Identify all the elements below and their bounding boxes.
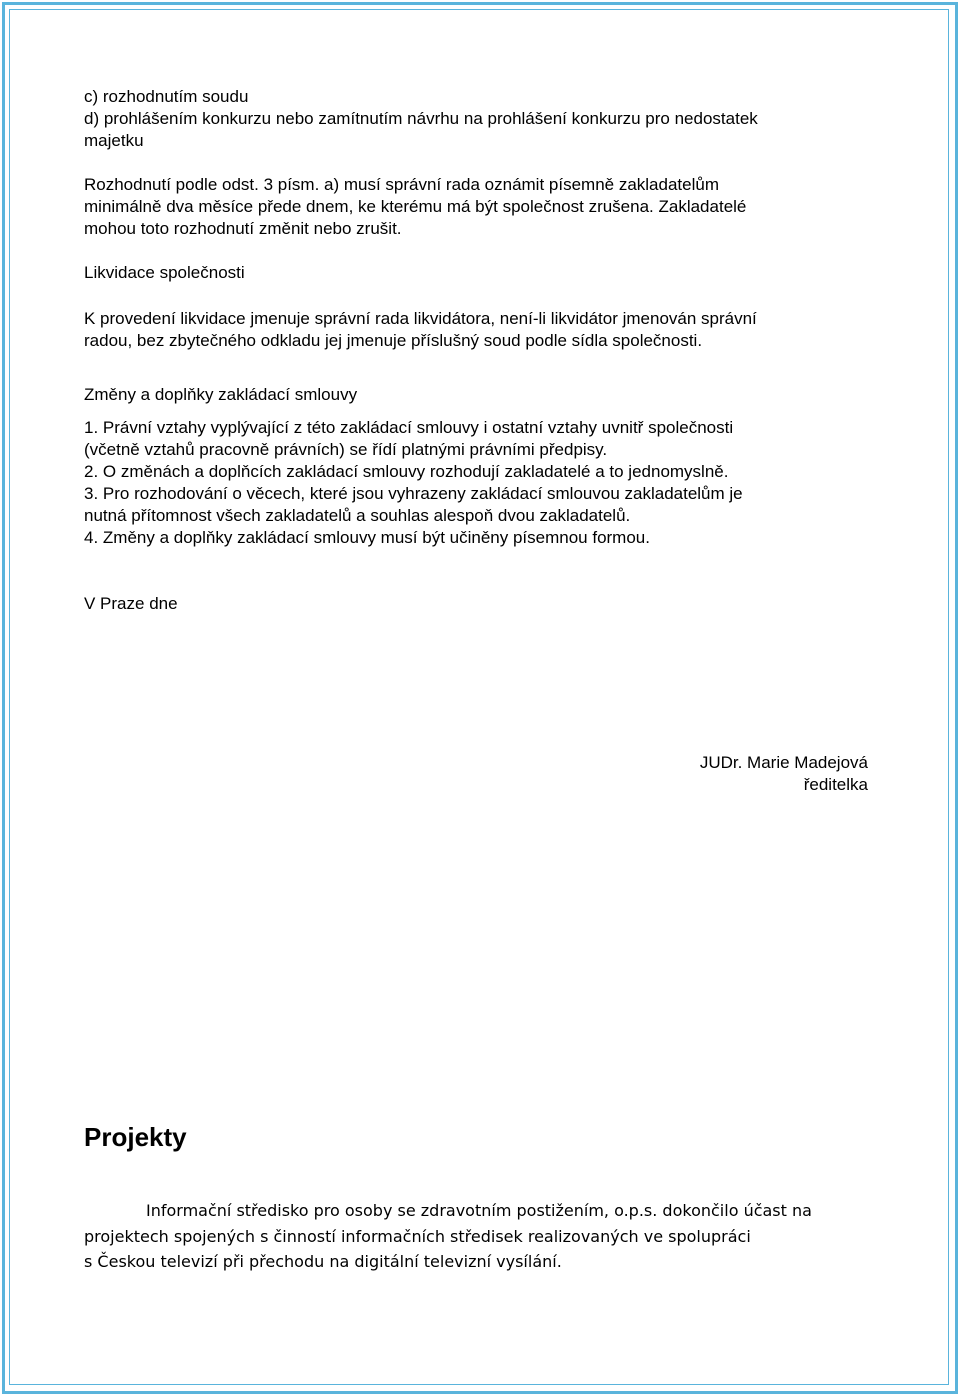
paragraph-line: radou, bez zbytečného odkladu jej jmenuje příslušný soud podle sídla společnosti.: [84, 331, 703, 350]
termination-list: [84, 86, 874, 152]
liquidation-heading: Likvidace společnosti: [84, 263, 245, 282]
paragraph-line: minimálně dva měsíce přede dnem, ke kterému má být společnost zrušena. Zakladatelé: [84, 197, 747, 216]
signatory-name: JUDr. Marie Madejová: [699, 753, 868, 772]
list-item: c) rozhodnutím soudu: [84, 87, 249, 106]
list-item: majetku: [84, 131, 144, 150]
paragraph-line: Informační středisko pro osoby se zdravotním postižením, o.p.s. dokončilo účast na: [146, 1201, 812, 1220]
dissolution-paragraph: [84, 174, 874, 240]
place-date: V Praze dne: [84, 594, 178, 613]
list-item: 3. Pro rozhodování o věcech, které jsou vyhrazeny zakládací smlouvou zakladatelům je: [84, 484, 743, 503]
list-item: d) prohlášením konkurzu nebo zamítnutím návrhu na prohlášení konkurzu pro nedostatek: [84, 109, 758, 128]
signature-block: [700, 752, 868, 796]
list-item: 4. Změny a doplňky zakládací smlouvy musí být učiněny písemnou formou.: [84, 528, 650, 547]
paragraph-line: s Českou televizí při přechodu na digitální televizní vysílání.: [84, 1252, 562, 1271]
signatory-title: ředitelka: [803, 775, 868, 794]
list-item: 2. O změnách a doplňcích zakládací smlouvy rozhodují zakladatelé a to jednomyslně.: [84, 462, 729, 481]
list-item: (včetně vztahů pracovně právních) se řídí platnými právními předpisy.: [84, 440, 608, 459]
paragraph-line: projektech spojených s činností informačních středisek realizovaných ve spolupráci: [84, 1226, 751, 1246]
amendments-heading: Změny a doplňky zakládací smlouvy: [84, 385, 358, 404]
document-body: [84, 86, 874, 615]
paragraph-line: mohou toto rozhodnutí změnit nebo zrušit.: [84, 219, 402, 238]
liquidation-paragraph: [84, 308, 874, 352]
amendments-list: [84, 417, 874, 549]
list-item: nutná přítomnost všech zakladatelů a souhlas alespoň dvou zakladatelů.: [84, 506, 631, 525]
projects-heading: Projekty: [84, 1122, 187, 1152]
paragraph-line: Rozhodnutí podle odst. 3 písm. a) musí správní rada oznámit písemně zakladatelům: [84, 175, 719, 194]
paragraph-line: K provedení likvidace jmenuje správní rada likvidátora, není-li likvidátor jmenován správní: [84, 309, 757, 328]
projects-paragraph: [84, 1198, 874, 1275]
list-item: 1. Právní vztahy vyplývající z této zakládací smlouvy i ostatní vztahy uvnitř společnosti: [84, 418, 734, 437]
